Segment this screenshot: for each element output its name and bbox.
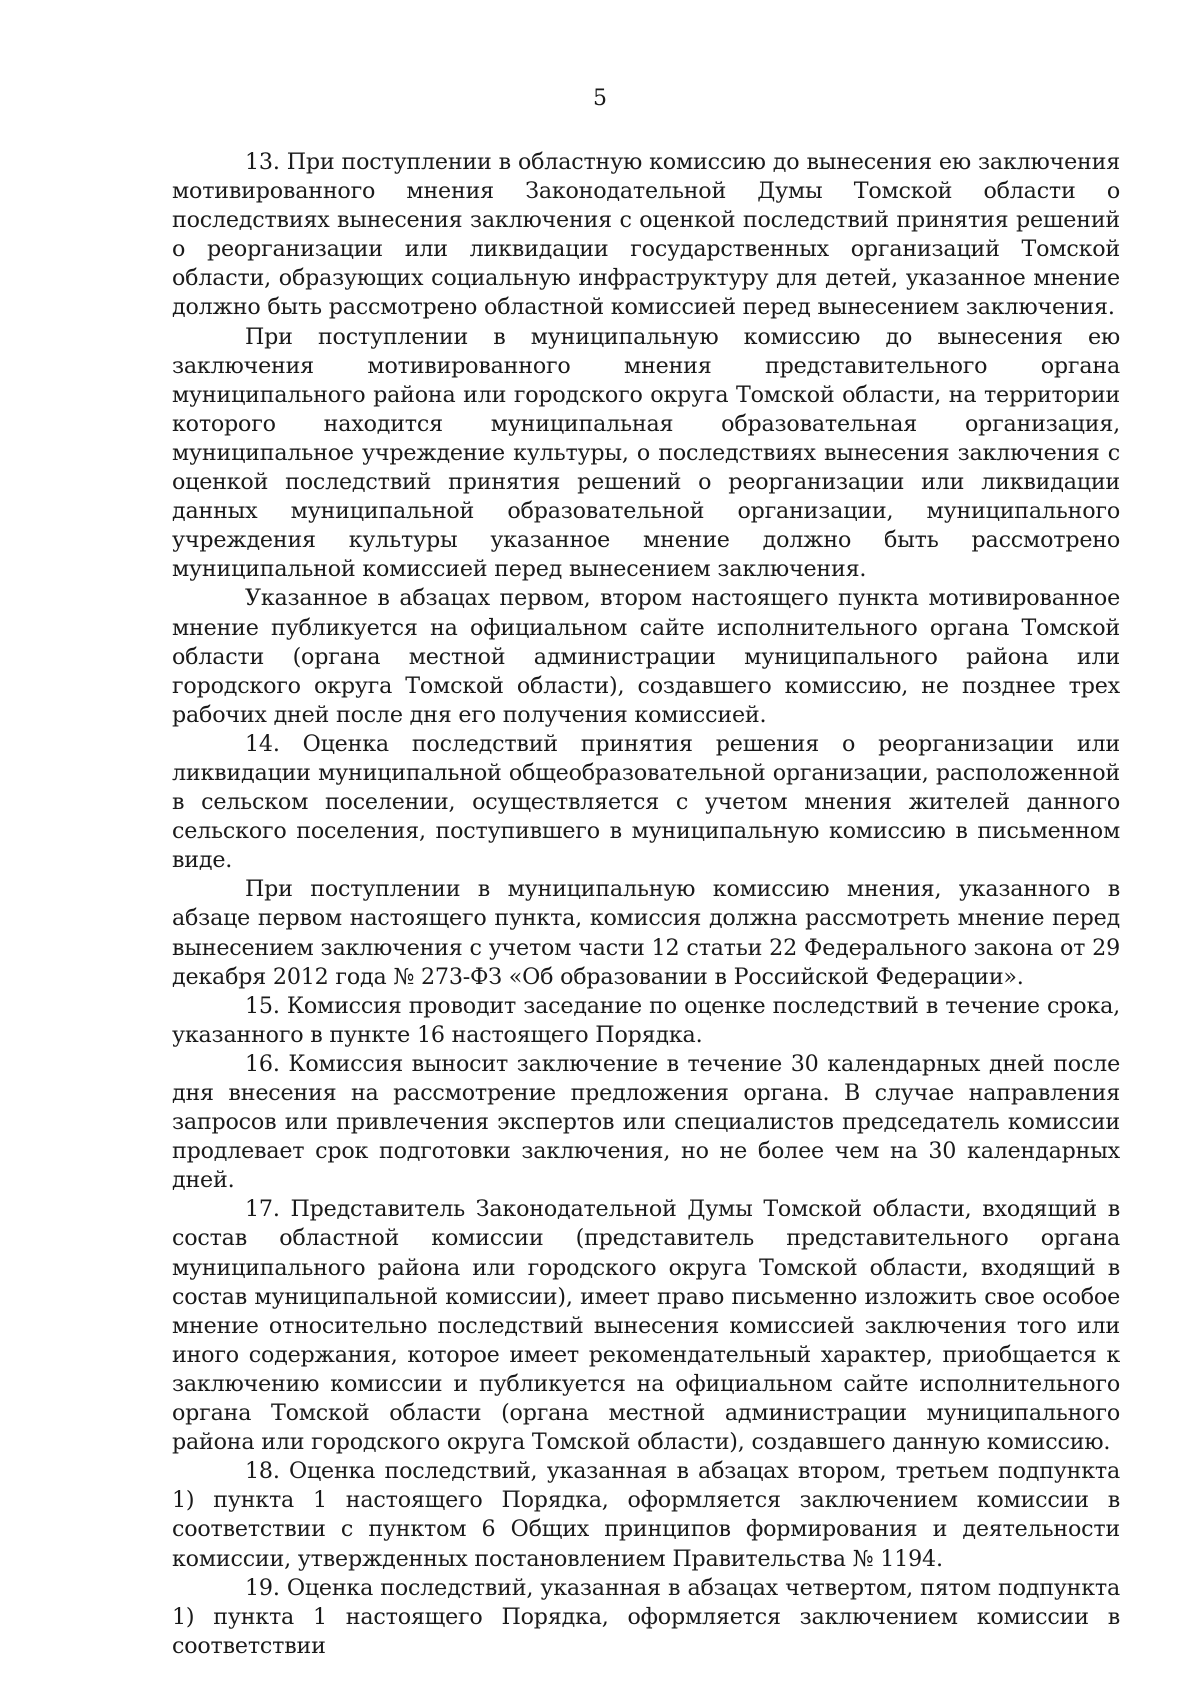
paragraph-18: 18. Оценка последствий, указанная в абзацах втором, третьем подпункта 1) пункта 1 настоящего Порядка, оформляется заключением комиссии в соответствии с пунктом 6 Общих принципов формирования и деятельности комиссии, утвержденных постановлением Правительства № 1194. [172, 1458, 1120, 1572]
paragraph-14: 14. Оценка последствий принятия решения о реорганизации или ликвидации муниципальной общеобразовательной организации, расположенной в сельском поселении, осуществляется с учетом мнения жителей данного сельского поселения, поступившего в муниципальную комиссию в письменном виде. [172, 730, 1120, 874]
paragraph-13: 13. При поступлении в областную комиссию до вынесения ею заключения мотивированного мнения Законодательной Думы Томской области о последствиях вынесения заключения с оценкой последствий принятия решений о реорганизации или ликвидации государственных организаций Томской области, образующих социальную инфраструктуру для детей, указанное мнение должно быть рассмотрено областной комиссией перед вынесением заключения. [172, 149, 1120, 321]
paragraph-13-part-2: При поступлении в муниципальную комиссию до вынесения ею заключения мотивированного мнения представительного органа муниципального района или городского округа Томской области, на территории которого находится муниципальная образовательная организация, муниципальное учреждение культуры, о последствиях вынесения заключения с оценкой последствий принятия решений о реорганизации или ликвидации данных муниципальной образовательной организации, муниципального учреждения культуры указанное мнение должно быть рассмотрено муниципальной комиссией перед вынесением заключения. [172, 323, 1120, 583]
paragraph-15: 15. Комиссия проводит заседание по оценке последствий в течение срока, указанного в пункте 16 настоящего Порядка. [172, 992, 1120, 1048]
paragraph-17: 17. Представитель Законодательной Думы Томской области, входящий в состав областной комиссии (представитель представительного органа муниципального района или городского округа Томской области, входящий в состав муниципальной комиссии), имеет право письменно изложить свое особое мнение относительно последствий вынесения комиссией заключения того или иного содержания, которое имеет рекомендательный характер, приобщается к заключению комиссии и публикуется на официальном сайте исполнительного органа Томской области (органа местной администрации муниципального района или городского округа Томской области), создавшего данную комиссию. [172, 1196, 1120, 1456]
paragraph-19: 19. Оценка последствий, указанная в абзацах четвертом, пятом подпункта 1) пункта 1 настоящего Порядка, оформляется заключением комиссии в соответствии [172, 1574, 1120, 1659]
paragraph-14-part-2: При поступлении в муниципальную комиссию мнения, указанного в абзаце первом настоящего пункта, комиссия должна рассмотреть мнение перед вынесением заключения с учетом части 12 статьи 22 Федерального закона от 29 декабря 2012 года № 273-ФЗ «Об образовании в Российской Федерации». [172, 876, 1120, 990]
paragraph-13-part-3: Указанное в абзацах первом, втором настоящего пункта мотивированное мнение публикуется на официальном сайте исполнительного органа Томской области (органа местной администрации муниципального района или городского округа Томской области), создавшего комиссию, не позднее трех рабочих дней после дня его получения комиссией. [172, 585, 1120, 728]
paragraph-16: 16. Комиссия выносит заключение в течение 30 календарных дней после дня внесения на рассмотрение предложения органа. В случае направления запросов или привлечения экспертов или специалистов председатель комиссии продлевает срок подготовки заключения, но не более чем на 30 календарных дней. [172, 1050, 1120, 1194]
document-body [172, 148, 1120, 1661]
page-number: 5 [593, 86, 607, 111]
